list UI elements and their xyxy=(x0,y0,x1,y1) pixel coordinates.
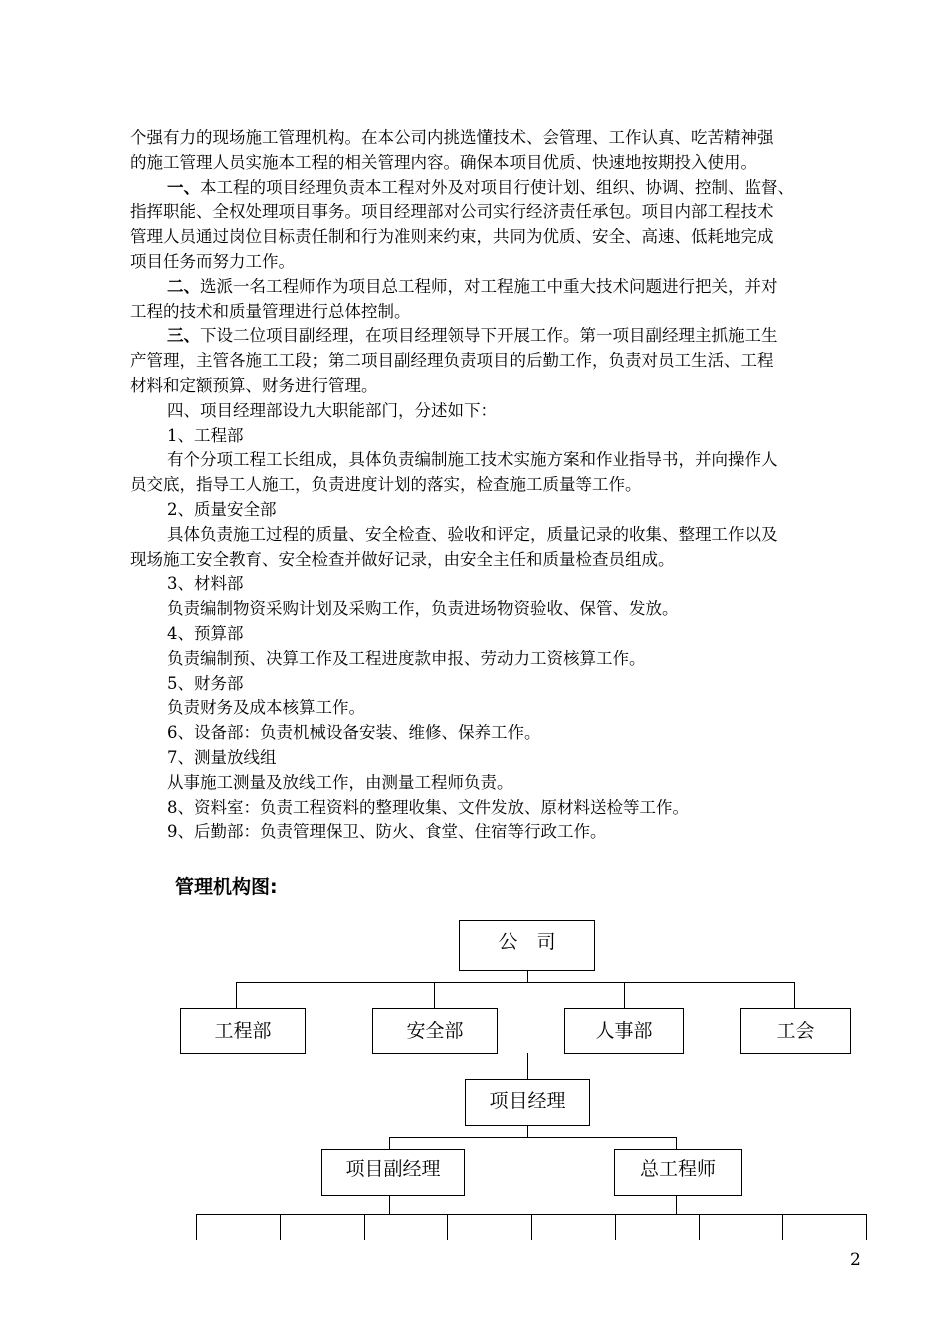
line-text: 个强有力的现场施工管理机构。在本公司内挑选懂技术、会管理、工作认真、吃苦精神强 xyxy=(130,128,774,147)
company-box: 公 司 xyxy=(459,920,595,971)
department-box-engineering: 工程部 xyxy=(180,1008,306,1054)
page-number: 2 xyxy=(850,1250,861,1270)
body-line xyxy=(130,548,865,573)
line-text: 项目任务而努力工作。 xyxy=(130,251,295,271)
body-line xyxy=(130,696,865,721)
body-line xyxy=(130,746,865,771)
body-line xyxy=(130,448,865,473)
body-line xyxy=(130,176,865,201)
connector-line xyxy=(782,1214,783,1240)
line-text: 现场施工安全教育、安全检查并做好记录，由安全主任和质量检查员组成。 xyxy=(130,549,675,569)
line-text: 1、工程部 xyxy=(167,425,244,445)
connector-line xyxy=(389,1137,677,1138)
body-line xyxy=(130,151,865,176)
connector-line xyxy=(699,1214,700,1240)
body-line xyxy=(130,374,865,399)
line-text: 有个分项工程工长组成，具体负责编制施工技术实施方案和作业指导书，并向操作人 xyxy=(167,450,778,470)
deputy-manager-box: 项目副经理 xyxy=(321,1149,465,1196)
line-text: 选派一名工程师作为项目总工程师，对工程施工中重大技术问题进行把关，并对 xyxy=(200,276,778,296)
body-line xyxy=(130,820,865,845)
body-line xyxy=(130,225,865,250)
body-line xyxy=(130,796,865,821)
line-text: 的施工管理人员实施本工程的相关管理内容。确保本项目优质、快速地按期投入使用。 xyxy=(130,152,757,172)
department-box-union: 工会 xyxy=(740,1008,851,1054)
connector-line xyxy=(280,1214,281,1240)
line-text: 3、材料部 xyxy=(167,574,244,594)
org-chart-title: 管理机构图: xyxy=(175,876,278,898)
body-line xyxy=(130,349,865,374)
body-line xyxy=(130,250,865,275)
line-text: 产管理，主管各施工工段；第二项目副经理负责项目的后勤工作，负责对员工生活、工程 xyxy=(130,351,774,371)
body-line xyxy=(130,597,865,622)
body-line xyxy=(130,275,865,300)
line-text: 6、设备部：负责机械设备安装、维修、保养工作。 xyxy=(167,723,541,743)
body-line xyxy=(130,672,865,697)
body-line xyxy=(130,300,865,325)
line-text: 材料和定额预算、财务进行管理。 xyxy=(130,375,378,395)
body-line xyxy=(130,473,865,498)
connector-line xyxy=(447,1214,448,1240)
line-text: 4、预算部 xyxy=(167,623,244,643)
line-text: 从事施工测量及放线工作，由测量工程师负责。 xyxy=(167,772,514,792)
connector-line xyxy=(389,1195,390,1215)
body-line xyxy=(130,324,865,349)
chief-engineer-box: 总工程师 xyxy=(614,1149,742,1196)
section-number: 一、 xyxy=(167,177,200,197)
project-manager-box: 项目经理 xyxy=(465,1079,590,1126)
line-text: 7、测量放线组 xyxy=(167,747,277,767)
body-line xyxy=(130,572,865,597)
connector-line xyxy=(676,1195,677,1215)
body-line xyxy=(130,200,865,225)
connector-line xyxy=(866,1214,867,1240)
body-line xyxy=(130,498,865,523)
connector-line xyxy=(624,982,625,1008)
connector-line xyxy=(236,982,237,1008)
line-text: 负责编制物资采购计划及采购工作，负责进场物资验收、保管、发放。 xyxy=(167,599,679,619)
department-box-safety: 安全部 xyxy=(372,1008,498,1054)
body-line xyxy=(130,721,865,746)
line-text: 具体负责施工过程的质量、安全检查、验收和评定，质量记录的收集、整理工作以及 xyxy=(167,524,778,544)
connector-line xyxy=(615,1214,616,1240)
connector-line xyxy=(196,1214,197,1240)
connector-line xyxy=(527,1053,528,1079)
line-text: 下设二位项目副经理，在项目经理领导下开展工作。第一项目副经理主抓施工生 xyxy=(200,326,778,346)
department-box-hr: 人事部 xyxy=(564,1008,684,1054)
line-text: 本工程的项目经理负责本工程对外及对项目行使计划、组织、协调、控制、监督、 xyxy=(200,177,794,197)
line-text: 负责财务及成本核算工作。 xyxy=(167,698,365,718)
connector-line xyxy=(236,982,795,983)
line-text: 2、质量安全部 xyxy=(167,499,277,519)
body-text xyxy=(130,126,865,845)
connector-line xyxy=(794,982,795,1008)
body-line xyxy=(130,647,865,672)
line-text: 工程的技术和质量管理进行总体控制。 xyxy=(130,301,411,321)
connector-line xyxy=(434,982,435,1008)
body-line xyxy=(130,126,865,151)
connector-line xyxy=(527,1125,528,1137)
line-text: 管理人员通过岗位目标责任制和行为准则来约束，共同为优质、安全、高速、低耗地完成 xyxy=(130,227,774,247)
body-line xyxy=(130,399,865,424)
connector-line xyxy=(676,1137,677,1149)
line-text: 5、财务部 xyxy=(167,673,244,693)
connector-line xyxy=(531,1214,532,1240)
body-line xyxy=(130,771,865,796)
line-text: 四、项目经理部设九大职能部门，分述如下： xyxy=(167,400,497,420)
body-line xyxy=(130,424,865,449)
body-line xyxy=(130,622,865,647)
line-text: 员交底，指导工人施工，负责进度计划的落实，检查施工质量等工作。 xyxy=(130,475,642,495)
line-text: 负责编制预、决算工作及工程进度款申报、劳动力工资核算工作。 xyxy=(167,648,646,668)
body-line xyxy=(130,523,865,548)
section-number: 三、 xyxy=(167,326,200,346)
section-number: 二、 xyxy=(167,276,200,296)
line-text: 9、后勤部：负责管理保卫、防火、食堂、住宿等行政工作。 xyxy=(167,822,607,842)
line-text: 8、资料室：负责工程资料的整理收集、文件发放、原材料送检等工作。 xyxy=(167,797,689,817)
connector-line xyxy=(389,1137,390,1149)
connector-line xyxy=(364,1214,365,1240)
line-text: 指挥职能、全权处理项目事务。项目经理部对公司实行经济责任承包。项目内部工程技术 xyxy=(130,202,774,222)
